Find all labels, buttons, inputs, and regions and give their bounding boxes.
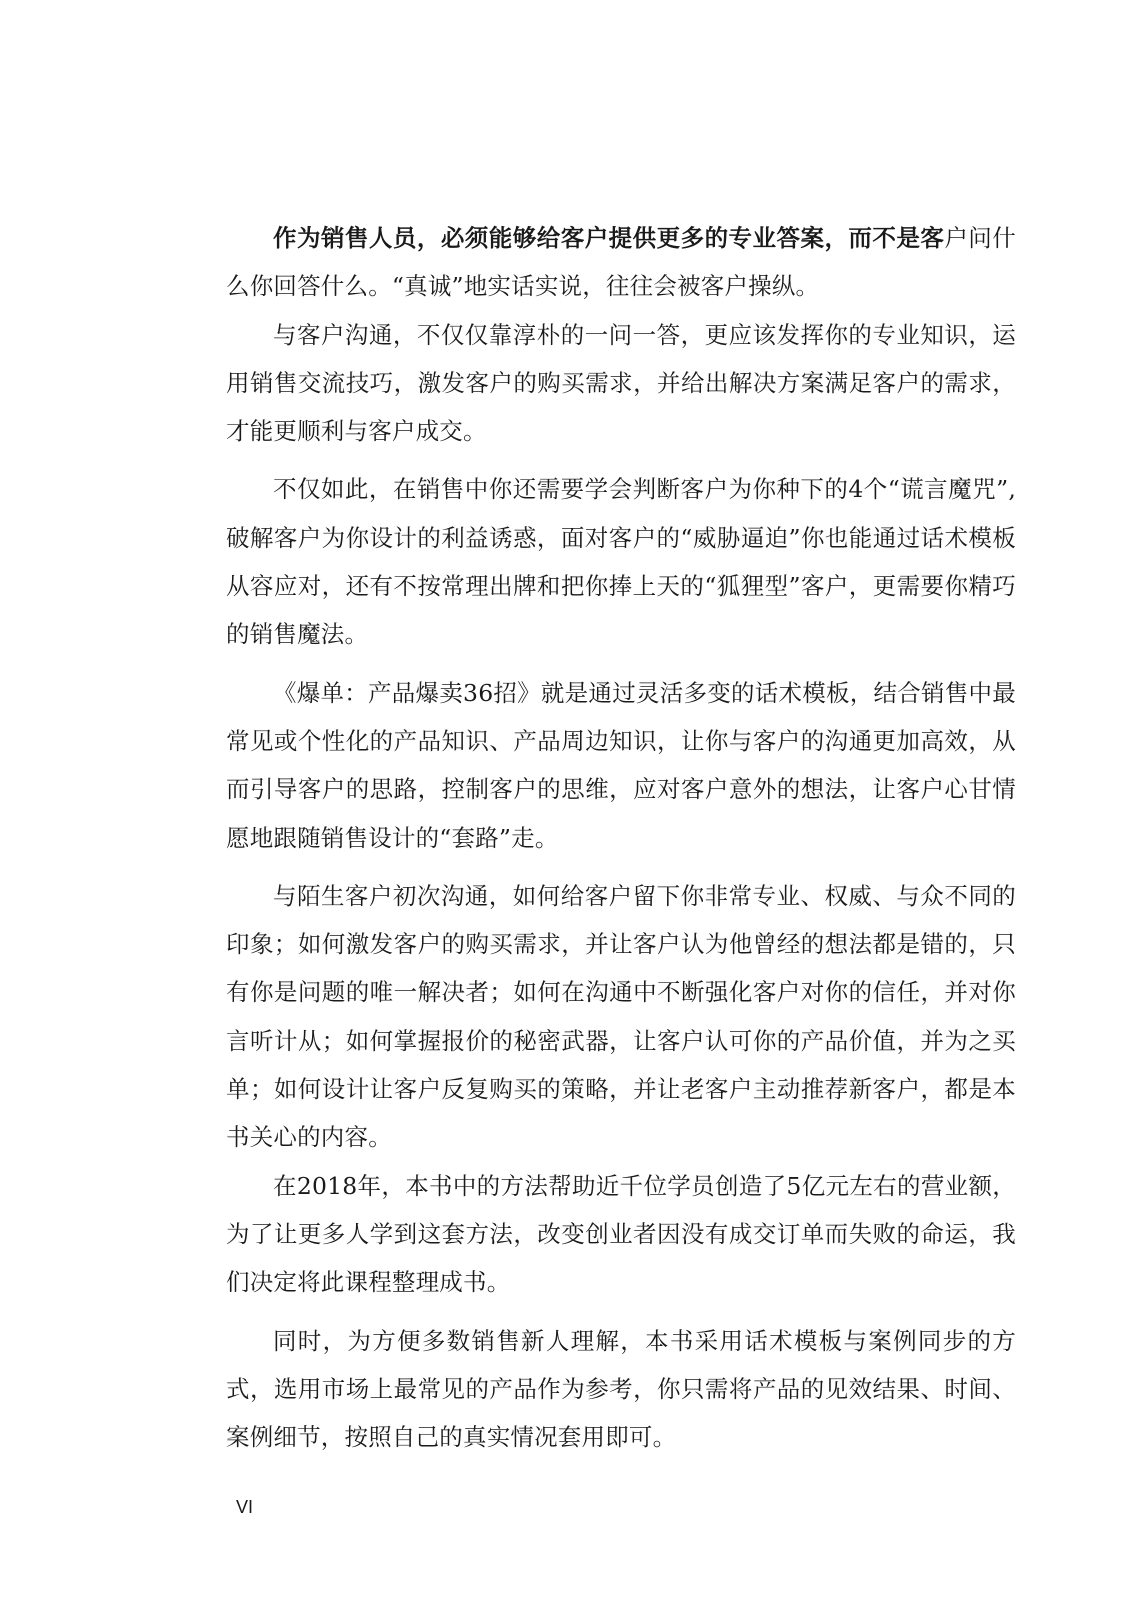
paragraph-1-bold: 作为销售人员，必须能够给客户提供更多的专业答案，而不是客 — [273, 224, 945, 252]
paragraph-5: 与陌生客户初次沟通，如何给客户留下你非常专业、权威、与众不同的印象；如何激发客户的购买需求，并让客户认为他曾经的想法都是错的，只有你是问题的唯一解决者；如何在沟通中不断强化客户对你的信任，并对你言听计从；如何掌握报价的秘密武器，让客户认可你的产品价值，并为之买单；如何设计让客户反复购买的策略，并让老客户主动推荐新客户，都是本书关心的内容。 — [226, 881, 1016, 1152]
paragraph-7: 同时，为方便多数销售新人理解，本书采用话术模板与案例同步的方式，选用市场上最常见的产品作为参考，你只需将产品的见效结果、时间、案例细节，按照自己的真实情况套用即可。 — [226, 1326, 1016, 1452]
paragraph-2: 与客户沟通，不仅仅靠淳朴的一问一答，更应该发挥你的专业知识，运用销售交流技巧，激发客户的购买需求，并给出解决方案满足客户的需求，才能更顺利与客户成交。 — [226, 320, 1016, 446]
paragraph-4: 《爆单：产品爆卖36招》就是通过灵活多变的话术模板，结合销售中最常见或个性化的产品知识、产品周边知识，让你与客户的沟通更加高效，从而引导客户的思路，控制客户的思维，应对客户意外的想法，让客户心甘情愿地跟随销售设计的“套路”走。 — [226, 678, 1016, 852]
page-number: VI — [236, 1497, 254, 1517]
paragraph-6: 在2018年，本书中的方法帮助近千位学员创造了5亿元左右的营业额，为了让更多人学到这套方法，改变创业者因没有成交订单而失败的命运，我们决定将此课程整理成书。 — [226, 1171, 1016, 1297]
paragraph-3: 不仅如此，在销售中你还需要学会判断客户为你种下的4个“谎言魔咒”,破解客户为你设计的利益诱惑，面对客户的“威胁逼迫”你也能通过话术模板从容应对，还有不按常理出牌和把你捧上天的“狐狸型”客户，更需要你精巧的销售魔法。 — [226, 475, 1016, 649]
paragraph-1-rest: 户问什么你回答什么。“真诚”地实话实说，往往会被客户操纵。 — [226, 224, 1016, 301]
body-text — [226, 214, 1016, 1461]
paragraph-1 — [226, 214, 1016, 311]
